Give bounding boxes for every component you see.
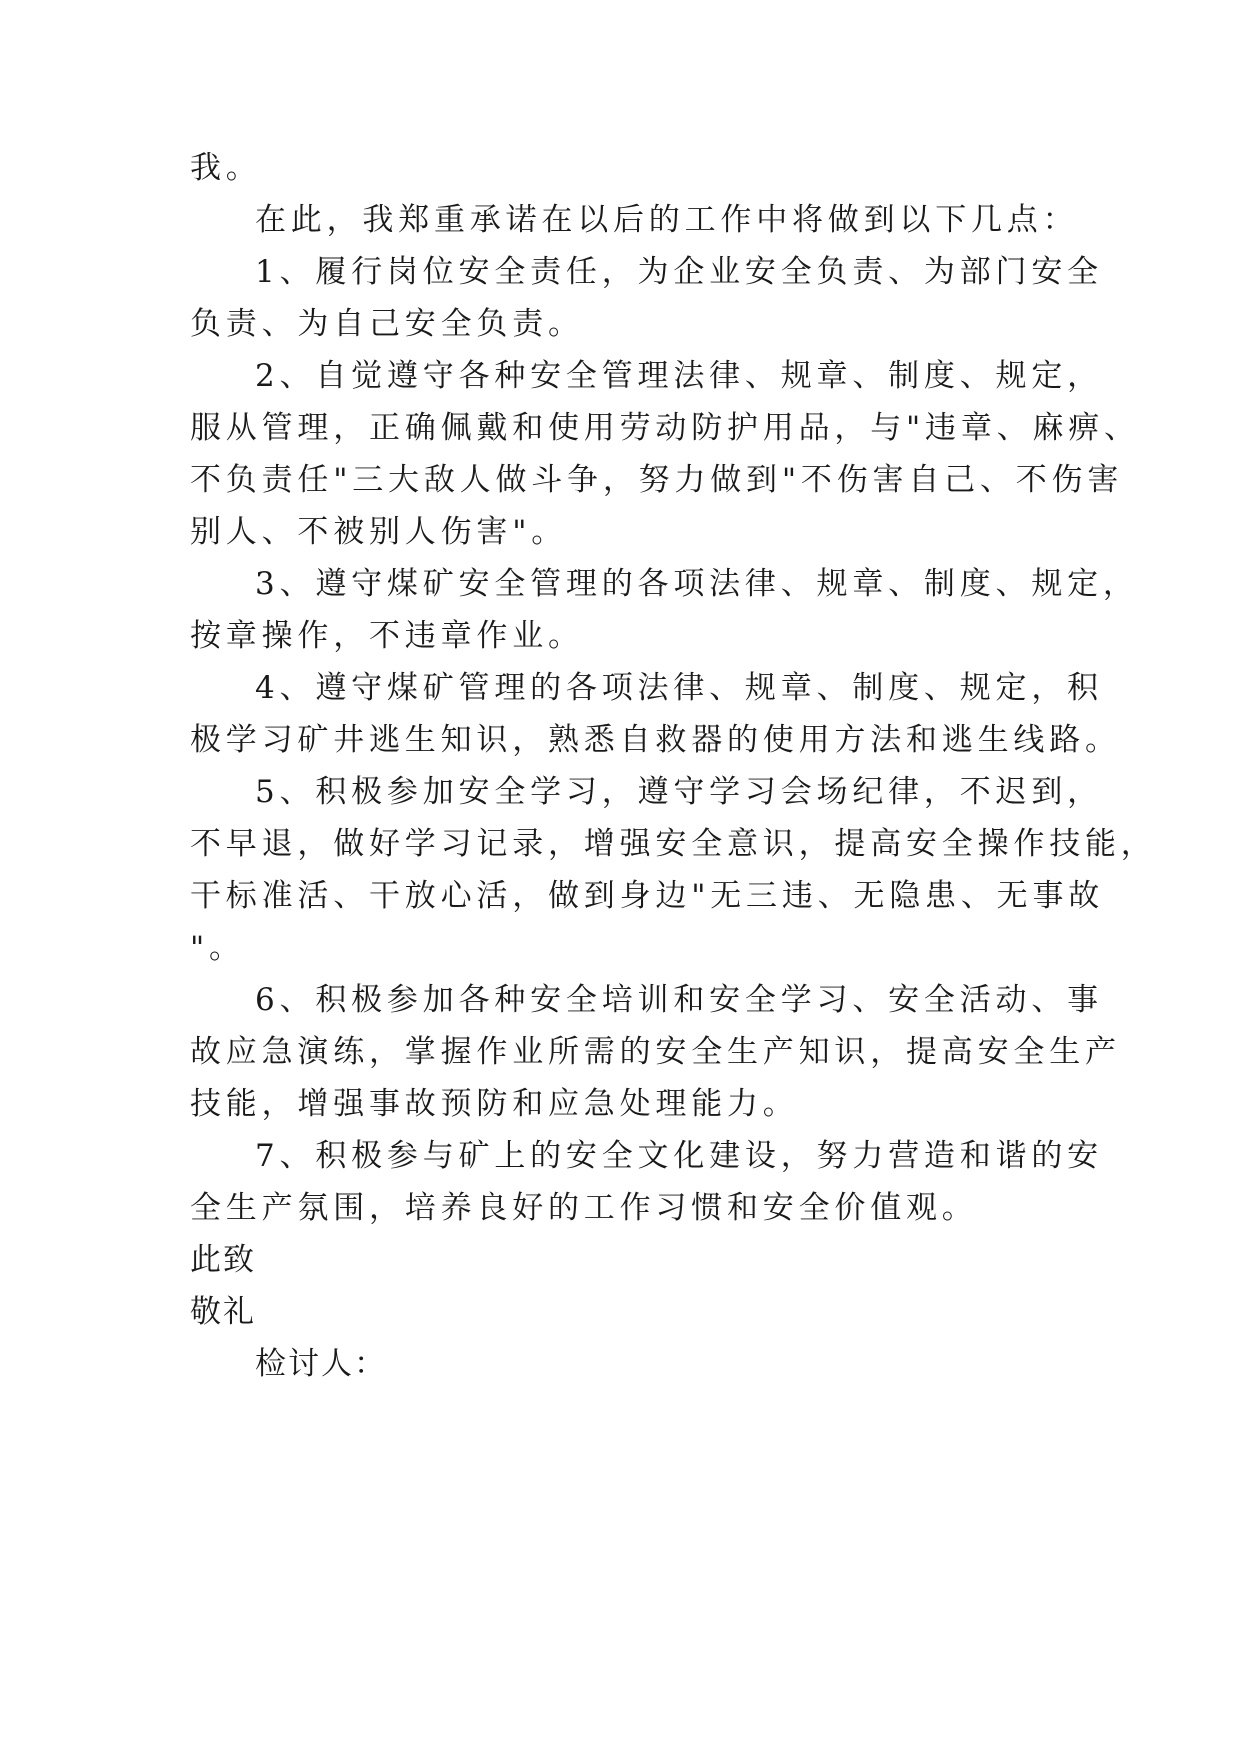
text-line-17: 6、积极参加各种安全培训和安全学习、安全活动、事 <box>255 982 1103 1018</box>
text-line-19: 技能，增强事故预防和应急处理能力。 <box>190 1086 799 1122</box>
closing-line-2: 敬礼 <box>190 1294 256 1330</box>
text-line-2: 在此，我郑重承诺在以后的工作中将做到以下几点： <box>255 202 1079 238</box>
text-line-10: 按章操作，不违章作业。 <box>190 618 584 654</box>
text-line-15: 干标准活、干放心活，做到身边"无三违、无隐患、无事故 <box>190 878 1105 914</box>
text-line-7: 不负责任"三大敌人做斗争，努力做到"不伤害自己、不伤害 <box>190 462 1124 498</box>
text-line-20: 7、积极参与矿上的安全文化建设，努力营造和谐的安 <box>255 1138 1103 1174</box>
text-line-16: "。 <box>190 930 245 966</box>
text-line-1: 我。 <box>190 150 262 186</box>
text-line-13: 5、积极参加安全学习，遵守学习会场纪律，不迟到， <box>255 774 1103 810</box>
text-line-11: 4、遵守煤矿管理的各项法律、规章、制度、规定，积 <box>255 670 1103 706</box>
text-line-4: 负责、为自己安全负责。 <box>190 306 584 342</box>
text-line-3: 1、履行岗位安全责任，为企业安全负责、为部门安全 <box>255 254 1103 290</box>
text-line-14: 不早退，做好学习记录，增强安全意识，提高安全操作技能， <box>190 826 1157 862</box>
text-line-6: 服从管理，正确佩戴和使用劳动防护用品，与"违章、麻痹、 <box>190 410 1140 446</box>
text-line-21: 全生产氛围，培养良好的工作习惯和安全价值观。 <box>190 1190 978 1226</box>
text-line-5: 2、自觉遵守各种安全管理法律、规章、制度、规定， <box>255 358 1103 394</box>
closing-line-1: 此致 <box>190 1242 256 1278</box>
text-line-18: 故应急演练，掌握作业所需的安全生产知识，提高安全生产 <box>190 1034 1121 1070</box>
text-line-8: 别人、不被别人伤害"。 <box>190 514 568 550</box>
text-line-9: 3、遵守煤矿安全管理的各项法律、规章、制度、规定， <box>255 566 1139 602</box>
text-line-12: 极学习矿井逃生知识，熟悉自救器的使用方法和逃生线路。 <box>190 722 1121 758</box>
signature-label: 检讨人： <box>255 1346 387 1382</box>
